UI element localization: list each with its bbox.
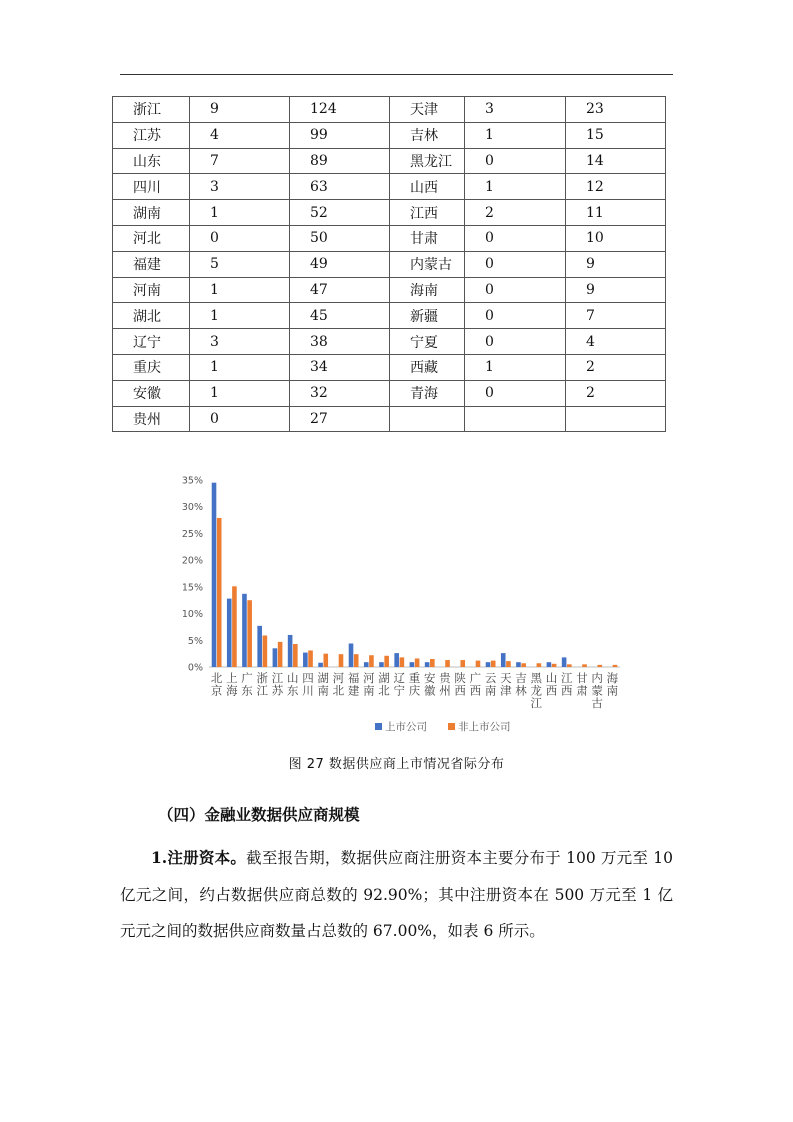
table-cell: 1 bbox=[465, 174, 566, 200]
table-cell: 河北 bbox=[113, 225, 190, 251]
x-tick-label: 湖北 bbox=[378, 671, 390, 698]
bar-listed bbox=[257, 626, 262, 667]
table-cell: 浙江 bbox=[113, 97, 190, 123]
table-row bbox=[113, 200, 666, 226]
table-row bbox=[113, 122, 666, 148]
table-row bbox=[113, 380, 666, 406]
x-tick-label: 广西 bbox=[469, 671, 482, 698]
table-cell: 天津 bbox=[390, 97, 465, 123]
table-cell: 2 bbox=[566, 380, 666, 406]
bar-unlisted bbox=[323, 654, 328, 667]
y-tick-label: 25% bbox=[181, 528, 203, 540]
x-tick-label: 江苏 bbox=[271, 671, 284, 698]
legend-swatch bbox=[375, 723, 382, 730]
bar-unlisted bbox=[445, 660, 450, 667]
y-tick-label: 35% bbox=[181, 475, 203, 487]
table-cell: 3 bbox=[190, 174, 290, 200]
table-cell: 12 bbox=[566, 174, 666, 200]
y-tick-label: 5% bbox=[187, 635, 203, 647]
table-cell: 黑龙江 bbox=[390, 148, 465, 174]
table-cell: 河南 bbox=[113, 277, 190, 303]
bar-listed bbox=[547, 662, 552, 667]
table-cell: 2 bbox=[566, 354, 666, 380]
table-cell: 2 bbox=[465, 200, 566, 226]
province-table-body bbox=[113, 97, 666, 432]
bar-listed bbox=[425, 662, 430, 667]
bar-unlisted bbox=[521, 663, 526, 667]
bar-unlisted bbox=[597, 665, 602, 667]
x-tick-label: 江西 bbox=[560, 671, 573, 698]
bar-unlisted bbox=[476, 661, 481, 667]
table-cell: 34 bbox=[290, 354, 390, 380]
table-cell: 重庆 bbox=[113, 354, 190, 380]
table-cell: 山西 bbox=[390, 174, 465, 200]
header-rule bbox=[120, 74, 673, 75]
y-tick-label: 15% bbox=[181, 582, 203, 594]
x-tick-label: 山东 bbox=[286, 671, 299, 698]
table-cell: 0 bbox=[465, 277, 566, 303]
table-cell: 4 bbox=[190, 122, 290, 148]
bar-unlisted bbox=[582, 664, 587, 667]
bar-unlisted bbox=[369, 655, 374, 667]
legend-label: 上市公司 bbox=[385, 721, 427, 733]
bar-unlisted bbox=[506, 661, 511, 667]
x-tick-label: 贵州 bbox=[439, 671, 451, 698]
table-cell bbox=[566, 406, 666, 432]
table-cell: 山东 bbox=[113, 148, 190, 174]
bar-unlisted bbox=[400, 657, 405, 667]
x-tick-label: 吉林 bbox=[515, 671, 527, 698]
table-cell: 9 bbox=[566, 277, 666, 303]
x-tick-label: 天津 bbox=[500, 671, 512, 698]
bar-unlisted bbox=[384, 656, 389, 667]
x-tick-label: 福建 bbox=[347, 671, 360, 698]
x-tick-label: 云南 bbox=[484, 671, 497, 698]
table-cell: 7 bbox=[566, 303, 666, 329]
x-tick-label: 黑龙江 bbox=[530, 671, 543, 710]
table-cell: 江西 bbox=[390, 200, 465, 226]
table-cell: 辽宁 bbox=[113, 329, 190, 355]
legend-swatch bbox=[448, 723, 455, 730]
bar-listed bbox=[501, 653, 506, 667]
table-cell: 23 bbox=[566, 97, 666, 123]
x-tick-label: 甘肃 bbox=[576, 671, 588, 698]
section-heading: （四）金融业数据供应商规模 bbox=[158, 806, 360, 824]
table-cell: 0 bbox=[465, 225, 566, 251]
bar-listed bbox=[242, 594, 247, 667]
x-tick-label: 湖南 bbox=[317, 671, 329, 698]
paragraph-text: 截至报告期，数据供应商注册资本主要分布于 100 万元至 10 亿元之间，约占数据供应商总数的 92.90%；其中注册资本在 500 万元至 1 亿元元之间的数据供应商数量占总数的 67.00%，如表 6 所示。 bbox=[120, 849, 674, 940]
table-cell: 9 bbox=[190, 97, 290, 123]
table-cell: 45 bbox=[290, 303, 390, 329]
y-tick-label: 20% bbox=[181, 555, 203, 567]
table-cell: 0 bbox=[465, 251, 566, 277]
y-tick-label: 10% bbox=[181, 609, 203, 621]
bar-unlisted bbox=[232, 586, 237, 667]
x-tick-label: 山西 bbox=[545, 671, 558, 698]
bar-listed bbox=[303, 653, 308, 667]
bar-listed bbox=[516, 662, 521, 667]
x-tick-label: 辽宁 bbox=[393, 671, 406, 698]
bar-listed bbox=[227, 599, 232, 667]
bar-unlisted bbox=[430, 659, 435, 667]
table-cell: 15 bbox=[566, 122, 666, 148]
table-cell: 湖北 bbox=[113, 303, 190, 329]
table-row bbox=[113, 277, 666, 303]
table-cell: 湖南 bbox=[113, 200, 190, 226]
table-cell: 四川 bbox=[113, 174, 190, 200]
bar-unlisted bbox=[354, 654, 359, 667]
table-cell: 89 bbox=[290, 148, 390, 174]
x-tick-label: 重庆 bbox=[408, 671, 421, 698]
table-cell: 海南 bbox=[390, 277, 465, 303]
table-cell: 0 bbox=[190, 406, 290, 432]
table-row bbox=[113, 97, 666, 123]
bar-unlisted bbox=[263, 635, 268, 667]
table-cell: 0 bbox=[465, 148, 566, 174]
table-cell: 1 bbox=[465, 122, 566, 148]
x-tick-label: 广东 bbox=[241, 671, 253, 698]
table-cell: 江苏 bbox=[113, 122, 190, 148]
bar-listed bbox=[394, 653, 399, 667]
table-cell: 3 bbox=[465, 97, 566, 123]
table-cell: 1 bbox=[190, 200, 290, 226]
table-cell: 14 bbox=[566, 148, 666, 174]
x-tick-label: 海南 bbox=[606, 671, 619, 698]
table-cell: 1 bbox=[190, 354, 290, 380]
table-cell: 青海 bbox=[390, 380, 465, 406]
bar-unlisted bbox=[460, 660, 465, 667]
x-tick-label: 北京 bbox=[210, 671, 223, 698]
table-cell: 甘肃 bbox=[390, 225, 465, 251]
x-tick-label: 陕西 bbox=[454, 671, 466, 698]
bar-unlisted bbox=[247, 600, 252, 667]
bar-unlisted bbox=[293, 644, 298, 667]
table-row bbox=[113, 329, 666, 355]
x-tick-label: 上海 bbox=[226, 671, 238, 698]
table-row bbox=[113, 303, 666, 329]
table-cell: 福建 bbox=[113, 251, 190, 277]
bar-unlisted bbox=[217, 518, 222, 667]
bar-listed bbox=[212, 483, 217, 667]
table-row bbox=[113, 354, 666, 380]
x-tick-label: 河南 bbox=[363, 671, 375, 698]
table-cell: 1 bbox=[190, 380, 290, 406]
bar-listed bbox=[364, 662, 369, 667]
table-cell: 99 bbox=[290, 122, 390, 148]
bar-unlisted bbox=[415, 658, 420, 667]
bar-listed bbox=[318, 663, 323, 667]
table-cell: 4 bbox=[566, 329, 666, 355]
table-cell: 47 bbox=[290, 277, 390, 303]
table-cell: 9 bbox=[566, 251, 666, 277]
paragraph-lead: 1.注册资本。 bbox=[151, 848, 247, 867]
table-cell: 3 bbox=[190, 329, 290, 355]
table-cell: 10 bbox=[566, 225, 666, 251]
table-cell: 7 bbox=[190, 148, 290, 174]
bar-listed bbox=[410, 662, 415, 667]
table-cell: 11 bbox=[566, 200, 666, 226]
table-cell: 宁夏 bbox=[390, 329, 465, 355]
x-tick-label: 内蒙古 bbox=[591, 671, 603, 710]
bar-unlisted bbox=[567, 664, 572, 667]
legend-label: 非上市公司 bbox=[458, 721, 511, 733]
x-tick-label: 河北 bbox=[332, 671, 345, 698]
table-cell: 西藏 bbox=[390, 354, 465, 380]
province-bar-chart bbox=[170, 468, 630, 743]
table-cell: 32 bbox=[290, 380, 390, 406]
bar-unlisted bbox=[613, 665, 618, 667]
bar-unlisted bbox=[308, 650, 313, 667]
table-cell bbox=[465, 406, 566, 432]
x-tick-label: 四川 bbox=[302, 671, 314, 698]
table-cell: 0 bbox=[465, 329, 566, 355]
bar-listed bbox=[349, 643, 354, 667]
table-row bbox=[113, 406, 666, 432]
y-tick-label: 0% bbox=[187, 662, 203, 674]
x-tick-label: 浙江 bbox=[256, 671, 269, 698]
table-cell: 49 bbox=[290, 251, 390, 277]
table-cell: 63 bbox=[290, 174, 390, 200]
table-cell: 0 bbox=[190, 225, 290, 251]
x-tick-label: 安徽 bbox=[423, 671, 436, 698]
table-cell: 贵州 bbox=[113, 406, 190, 432]
table-cell: 0 bbox=[465, 303, 566, 329]
table-row bbox=[113, 225, 666, 251]
y-tick-label: 30% bbox=[181, 502, 203, 514]
table-cell: 0 bbox=[465, 380, 566, 406]
bar-listed bbox=[379, 662, 384, 667]
body-paragraph bbox=[120, 840, 673, 950]
table-cell: 1 bbox=[190, 277, 290, 303]
table-cell: 安徽 bbox=[113, 380, 190, 406]
bar-listed bbox=[288, 635, 293, 667]
table-cell: 5 bbox=[190, 251, 290, 277]
figure-caption: 图 27 数据供应商上市情况省际分布 bbox=[288, 757, 505, 772]
bar-listed bbox=[486, 662, 491, 667]
table-cell: 新疆 bbox=[390, 303, 465, 329]
table-cell: 1 bbox=[190, 303, 290, 329]
table-cell: 27 bbox=[290, 406, 390, 432]
table-cell: 124 bbox=[290, 97, 390, 123]
bar-unlisted bbox=[339, 654, 344, 667]
table-cell: 50 bbox=[290, 225, 390, 251]
bar-unlisted bbox=[552, 664, 557, 667]
table-cell: 吉林 bbox=[390, 122, 465, 148]
table-cell: 38 bbox=[290, 329, 390, 355]
province-table bbox=[112, 96, 666, 432]
table-cell: 1 bbox=[465, 354, 566, 380]
table-row bbox=[113, 148, 666, 174]
table-row bbox=[113, 174, 666, 200]
table-cell: 内蒙古 bbox=[390, 251, 465, 277]
table-cell bbox=[390, 406, 465, 432]
table-row bbox=[113, 251, 666, 277]
bar-listed bbox=[562, 657, 567, 667]
bar-unlisted bbox=[491, 661, 496, 667]
bar-listed bbox=[273, 648, 278, 667]
table-cell: 52 bbox=[290, 200, 390, 226]
bar-unlisted bbox=[278, 642, 283, 667]
bar-unlisted bbox=[537, 663, 542, 667]
